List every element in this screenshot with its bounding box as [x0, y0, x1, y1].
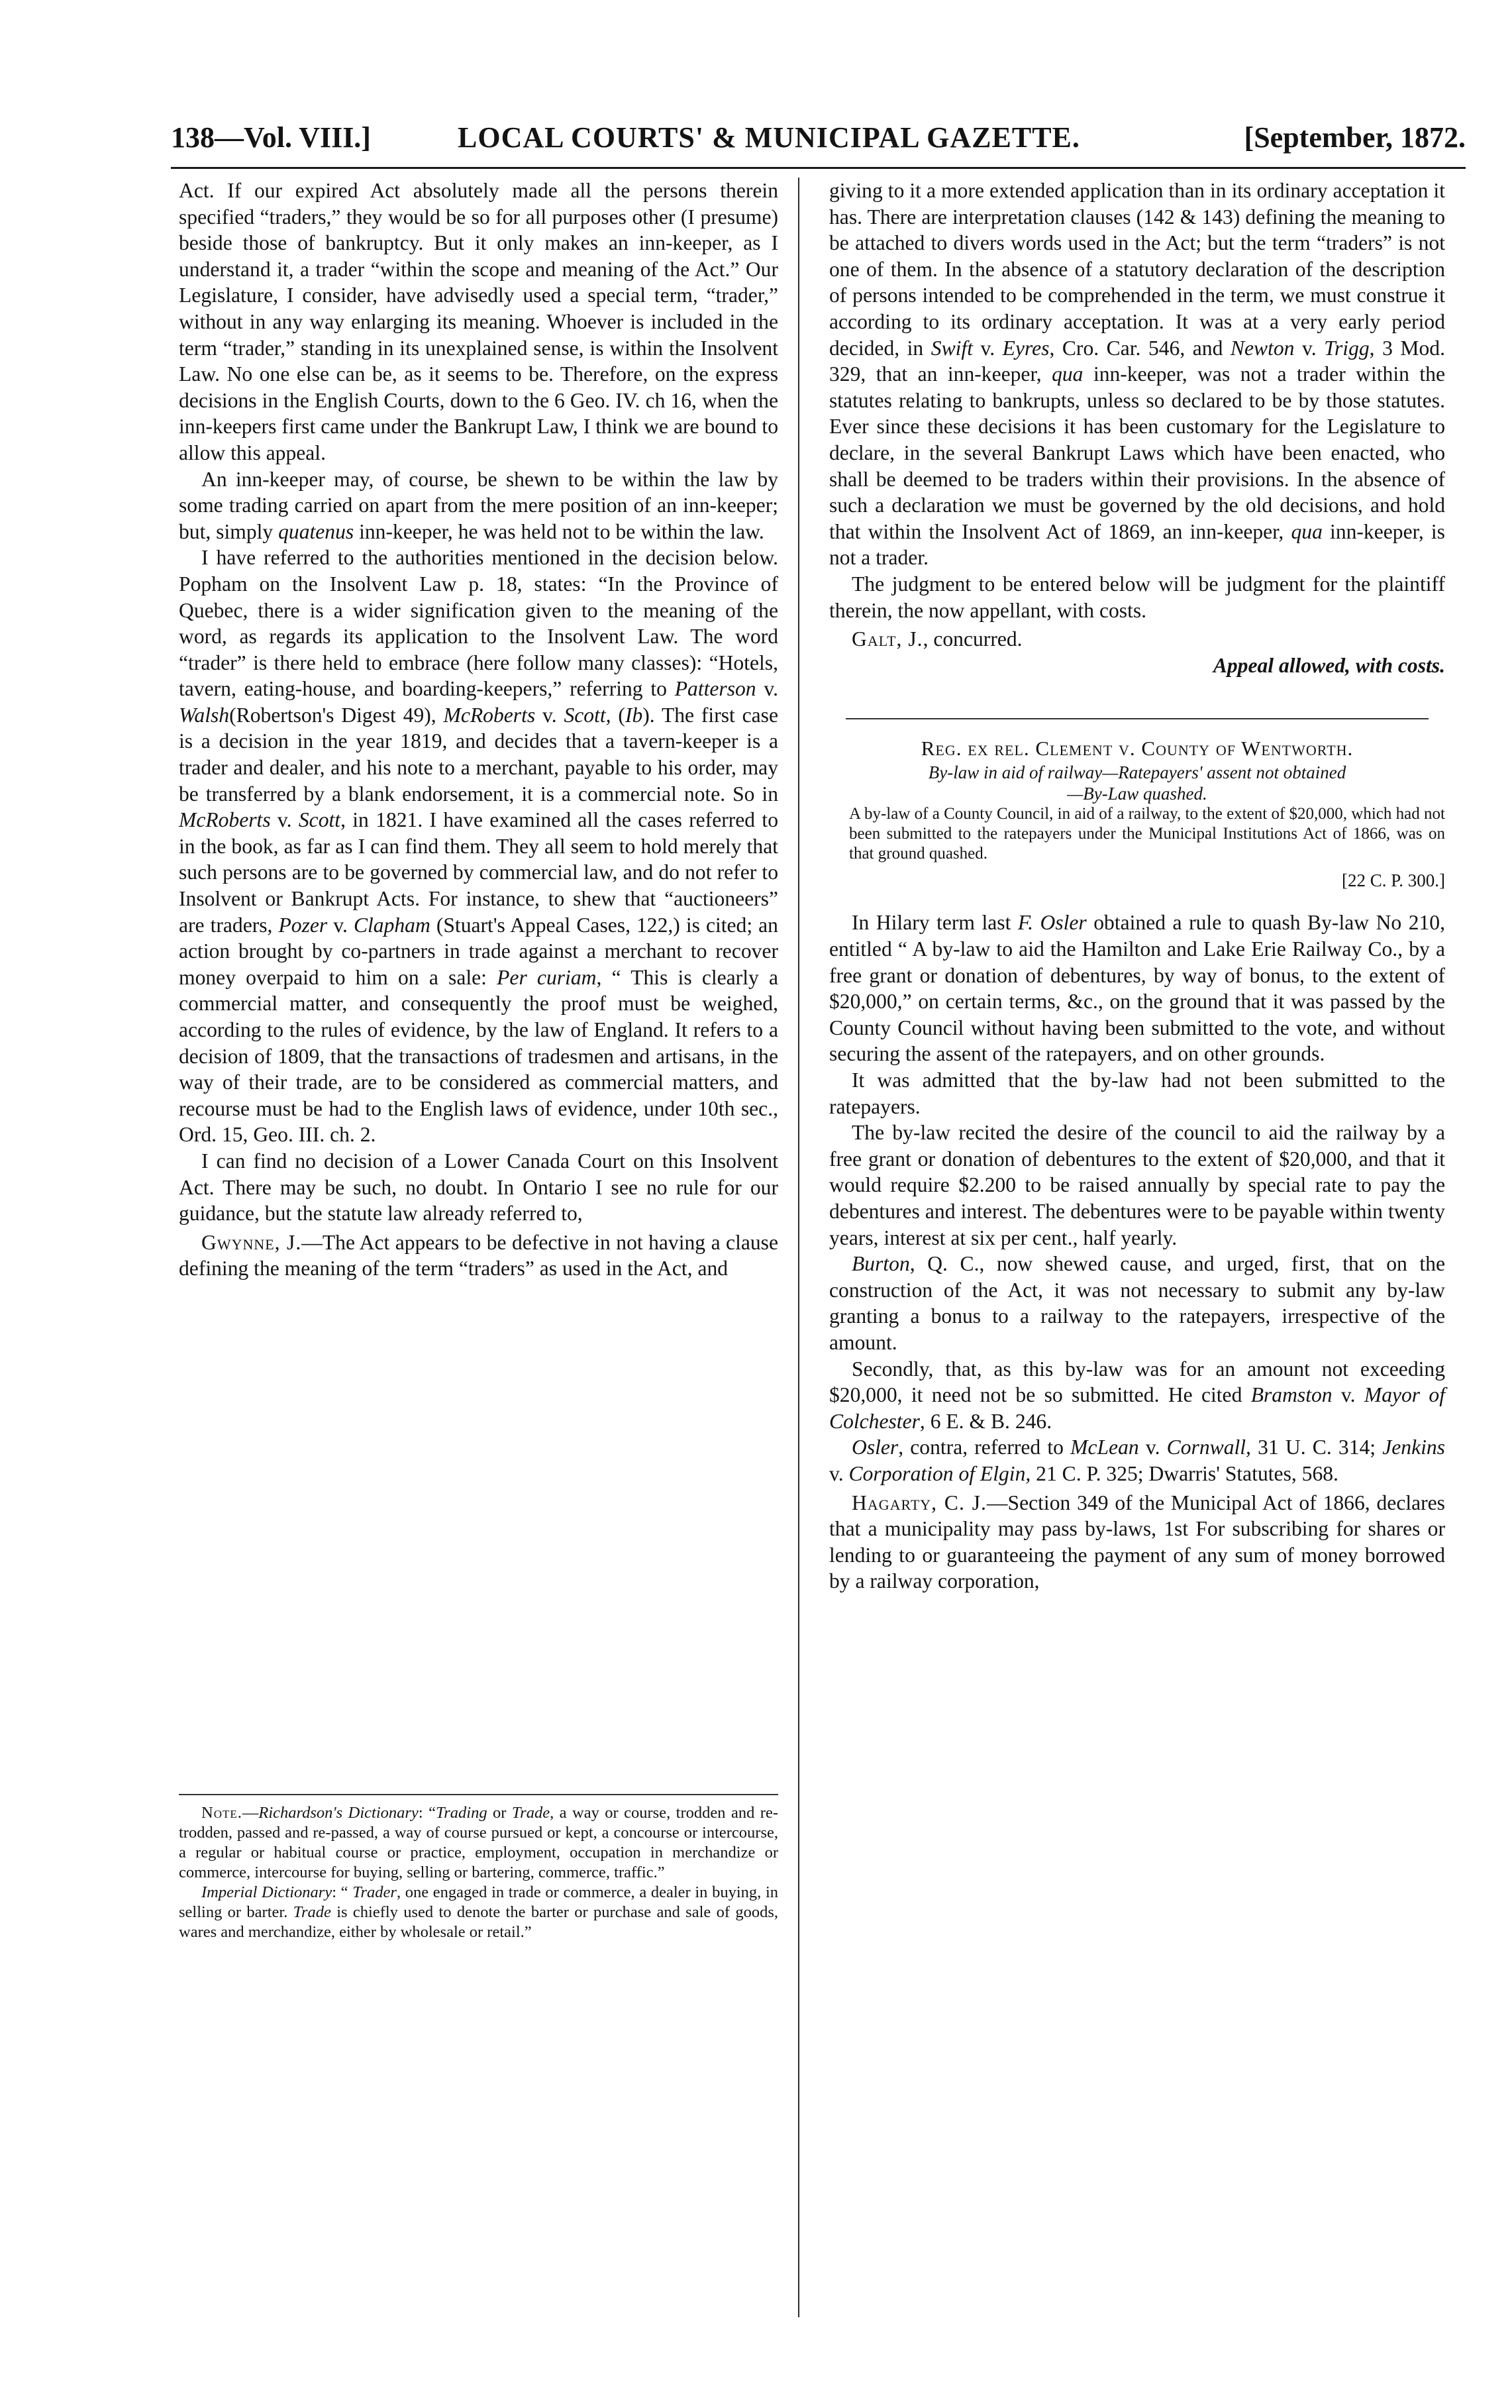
- footnote-rule: [179, 1794, 778, 1795]
- disposition: Appeal allowed, with costs.: [1213, 653, 1445, 677]
- footnote: [179, 1803, 778, 1942]
- header-publication-title: LOCAL COURTS' & MUNICIPAL GAZETTE.: [458, 121, 1080, 154]
- paragraph: Burton, Q. C., now shewed cause, and urged, first, that on the construction of the Act, it was not necessary to submit any by-law granting a bonus to a railway to the ratepayers, irrespective of the amount.: [829, 1252, 1445, 1354]
- paragraph: The by-law recited the desire of the council to aid the railway by a free grant or donation of debentures to the extent of $20,000, and that it would require $2.200 to be raised annually by special rate to pay the debentures and interest. The debentures were to be payable within twenty years, interest at six per cent., half yearly.: [829, 1121, 1445, 1249]
- footnote-paragraph: Imperial Dictionary: “ Trader, one engaged in trade or commerce, a dealer in buying, in selling or barter. Trade is chiefly used to denote the barter or purchase and sale of goods, wares and merchandize, either by wholesale or retail.”: [179, 1883, 778, 1941]
- headnote: A by-law of a County Council, in aid of a railway, to the extent of $20,000, which had not been submitted to the ratepayers under the Municipal Institutions Act of 1866, was on that ground quashed.: [849, 804, 1445, 863]
- paragraph: giving to it a more extended application than in its ordinary acceptation it has. There are interpretation clauses (142 & 143) defining the meaning to be attached to divers words used in the Act; but the term “traders” is not one of them. In the absence of a statutory declaration of the description of persons intended to be comprehended in the term, we must construe it according to its ordinary acceptation. It was at a very early period decided, in Swift v. Eyres, Cro. Car. 546, and Newton v. Trigg, 3 Mod. 329, that an inn-keeper, qua inn-keeper, was not a trader within the statutes relating to bankrupts, unless so declared to be by those statutes. Ever since these decisions it has been customary for the Legislature to declare, in the several Bankrupt Laws which have been enacted, who shall be deemed to be traders within their provisions. In the absence of such a declaration we must be governed by the old decisions, and hold that within the Insolvent Act of 1869, an inn-keeper, qua inn-keeper, is not a trader.: [829, 179, 1445, 570]
- header-date: [September, 1872.: [1244, 121, 1466, 154]
- paragraph: I have referred to the authorities mentioned in the decision below. Popham on the Insolvent Law p. 18, states: “In the Province of Quebec, there is a wider signification given to the meaning of the word, as regards its application to the Insolvent Law. The word “trader” is there held to embrace (here follow many classes): “Hotels, tavern, eating-house, and boarding-keepers,” referring to Patterson v. Walsh(Robertson's Digest 49), McRoberts v. Scott, (Ib). The first case is a decision in the year 1819, and decides that a tavern-keeper is a trader and dealer, and his note to a merchant, payable to his order, may be transferred by a blank endorsement, it is a commercial note. So in McRoberts v. Scott, in 1821. I have examined all the cases referred to in the book, as far as I can find them. They all seem to hold merely that such persons are to be governed by commercial law, and do not refer to Insolvent or Bankrupt Acts. For instance, to shew that “auctioneers” are traders, Pozer v. Clapham (Stuart's Appeal Cases, 122,) is cited; an action brought by co-partners in trade against a merchant to recover money overpaid to him on a sale: Per curiam, “ This is clearly a commercial matter, and consequently the proof must be weighed, according to the rules of evidence, by the law of England. It refers to a decision of 1809, that the transactions of tradesmen and artisans, in the way of their trade, are to be considered as commercial matters, and recourse must be had to the English laws of evidence, under 10th sec., Ord. 15, Geo. III. ch. 2.: [179, 546, 778, 1147]
- paragraph: Osler, contra, referred to McLean v. Cornwall, 31 U. C. 314; Jenkins v. Corporation of Elgin, 21 C. P. 325; Dwarris' Statutes, 568.: [829, 1436, 1445, 1485]
- case-subtitle: —By-Law quashed.: [1067, 783, 1207, 804]
- header-rule: [171, 167, 1466, 169]
- judge-name: Galt, J.: [852, 627, 923, 651]
- case-subtitle: By-law in aid of railway—Ratepayers' assent not obtained: [928, 762, 1346, 782]
- running-header: [171, 121, 1466, 167]
- paragraph: Secondly, that, as this by-law was for an amount not exceeding $20,000, it need not be so submitted. He cited Bramston v. Mayor of Colchester, 6 E. & B. 246.: [829, 1357, 1445, 1433]
- header-page-volume: 138—Vol. VIII.]: [171, 121, 371, 154]
- judge-name: Hagarty, C. J.: [852, 1491, 987, 1514]
- paragraph: An inn-keeper may, of course, be shewn to be within the law by some trading carried on apart from the mere position of an inn-keeper; but, simply quatenus inn-keeper, he was held not to be within the law.: [179, 467, 778, 543]
- paragraph: Gwynne, J.—The Act appears to be defective in not having a clause defining the meaning of the term “traders” as used in the Act, and: [179, 1230, 778, 1281]
- case-title: Reg. ex rel. Clement v. County of Wentworth.: [921, 737, 1354, 760]
- right-column: [829, 178, 1445, 1595]
- paragraph: Act. If our expired Act absolutely made all the persons therein specified “traders,” they would be so for all purposes other (I presume) beside those of bankruptcy. But it only makes an inn-keeper, as I understand it, a trader “within the scope and meaning of the Act.” Our Legislature, I consider, have advisedly used a special term, “trader,” without in any way enlarging its meaning. Whoever is included in the term “trader,” standing in its unexplained sense, is within the Insolvent Law. No one else can be, as it seems to be. Therefore, on the express decisions in the English Courts, down to the 6 Geo. IV. ch 16, when the inn-keepers first came under the Bankrupt Law, I think we are bound to allow this appeal.: [179, 179, 778, 464]
- footnote-paragraph: Note.—Richardson's Dictionary: “Trading or Trade, a way or course, trodden and re-trodden, passed and re-passed, a way of course pursued or kept, a concourse or intercourse, a regular or habitual course or practice, employment, occupation in merchandize or commerce, intercourse for buying, selling or bartering, commerce, traffic.”: [179, 1804, 778, 1881]
- paragraph: It was admitted that the by-law had not been submitted to the ratepayers.: [829, 1069, 1445, 1118]
- judge-name: Gwynne, J.: [201, 1230, 302, 1254]
- paragraph: Galt, J., concurred.: [852, 627, 1023, 651]
- paragraph: The judgment to be entered below will be judgment for the plaintiff therein, the now appellant, with costs.: [829, 572, 1445, 622]
- case-separator-rule: [846, 718, 1429, 719]
- column-divider: [798, 178, 799, 2317]
- paragraph: Hagarty, C. J.—Section 349 of the Municipal Act of 1866, declares that a municipality may pass by-laws, 1st For subscribing for shares or lending to or guaranteeing the payment of any sum of money borrowed by a railway corporation,: [829, 1491, 1445, 1593]
- left-column: [179, 178, 778, 1282]
- paragraph: In Hilary term last F. Osler obtained a rule to quash By-law No 210, entitled “ A by-law to aid the Hamilton and Lake Erie Railway Co., by a free grant or donation of debentures, by way of bonus, to the extent of $20,000,” on certain terms, &c., on the ground that it was passed by the County Council without having been submitted to the vote, and without securing the assent of the ratepayers, and on other grounds.: [829, 911, 1445, 1066]
- paragraph: I can find no decision of a Lower Canada Court on this Insolvent Act. There may be such, no doubt. In Ontario I see no rule for our guidance, but the statute law already referred to,: [179, 1149, 778, 1226]
- citation: [22 C. P. 300.]: [1341, 870, 1445, 890]
